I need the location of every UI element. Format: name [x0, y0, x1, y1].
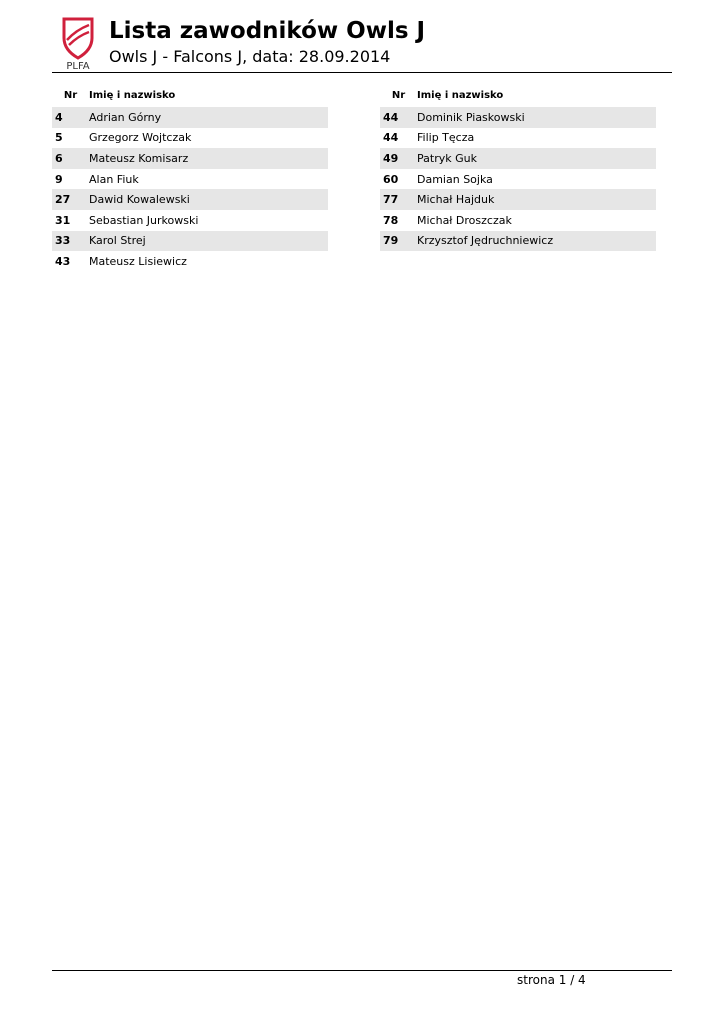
- player-name: Dominik Piaskowski: [417, 107, 656, 128]
- page-title: Lista zawodników Owls J: [109, 18, 426, 44]
- player-number: 78: [380, 210, 417, 231]
- column-header-name: Imię i nazwisko: [89, 89, 176, 101]
- header-divider: [52, 72, 672, 73]
- player-name: Adrian Górny: [89, 107, 328, 128]
- page-number: strona 1 / 4: [517, 973, 586, 987]
- column-header-nr: Nr: [391, 89, 406, 101]
- player-name: Alan Fiuk: [89, 169, 328, 190]
- player-number: 79: [380, 231, 417, 252]
- player-number: 9: [52, 169, 89, 190]
- table-row: [380, 231, 656, 252]
- player-name: Patryk Guk: [417, 148, 656, 169]
- table-header-row: [52, 88, 328, 107]
- table-row: [52, 251, 328, 272]
- player-name: Krzysztof Jędruchniewicz: [417, 231, 656, 252]
- table-row: [52, 128, 328, 149]
- page-subtitle: Owls J - Falcons J, data: 28.09.2014: [109, 47, 391, 66]
- player-number: 44: [380, 107, 417, 128]
- player-number: 5: [52, 128, 89, 149]
- table-header-row: [380, 88, 656, 107]
- player-name: Mateusz Komisarz: [89, 148, 328, 169]
- table-row: [52, 107, 328, 128]
- player-number: 6: [52, 148, 89, 169]
- player-name: Damian Sojka: [417, 169, 656, 190]
- table-row: [380, 210, 656, 231]
- logo-text: PLFA: [66, 61, 90, 72]
- table-row: [52, 169, 328, 190]
- page-header: [52, 14, 672, 72]
- player-name: Michał Droszczak: [417, 210, 656, 231]
- player-number: 43: [52, 251, 89, 272]
- player-number: 44: [380, 128, 417, 149]
- player-number: 49: [380, 148, 417, 169]
- table-row: [380, 107, 656, 128]
- player-name: Sebastian Jurkowski: [89, 210, 328, 231]
- table-row: [52, 231, 328, 252]
- footer-divider: [52, 970, 672, 971]
- player-name: Grzegorz Wojtczak: [89, 128, 328, 149]
- table-row: [380, 128, 656, 149]
- player-name: Michał Hajduk: [417, 189, 656, 210]
- table-row: [52, 210, 328, 231]
- player-number: 4: [52, 107, 89, 128]
- table-row: [52, 189, 328, 210]
- player-number: 77: [380, 189, 417, 210]
- table-row: [380, 189, 656, 210]
- player-name: Filip Tęcza: [417, 128, 656, 149]
- roster-table-left: [52, 88, 328, 272]
- column-header-name: Imię i nazwisko: [417, 89, 504, 101]
- table-row: [52, 148, 328, 169]
- table-row: [380, 169, 656, 190]
- player-name: Mateusz Lisiewicz: [89, 251, 328, 272]
- player-number: 31: [52, 210, 89, 231]
- player-number: 60: [380, 169, 417, 190]
- player-name: Karol Strej: [89, 231, 328, 252]
- plfa-logo: [58, 16, 98, 72]
- player-number: 33: [52, 231, 89, 252]
- column-header-nr: Nr: [63, 89, 78, 101]
- player-number: 27: [52, 189, 89, 210]
- roster-table-right: [380, 88, 656, 251]
- player-name: Dawid Kowalewski: [89, 189, 328, 210]
- table-row: [380, 148, 656, 169]
